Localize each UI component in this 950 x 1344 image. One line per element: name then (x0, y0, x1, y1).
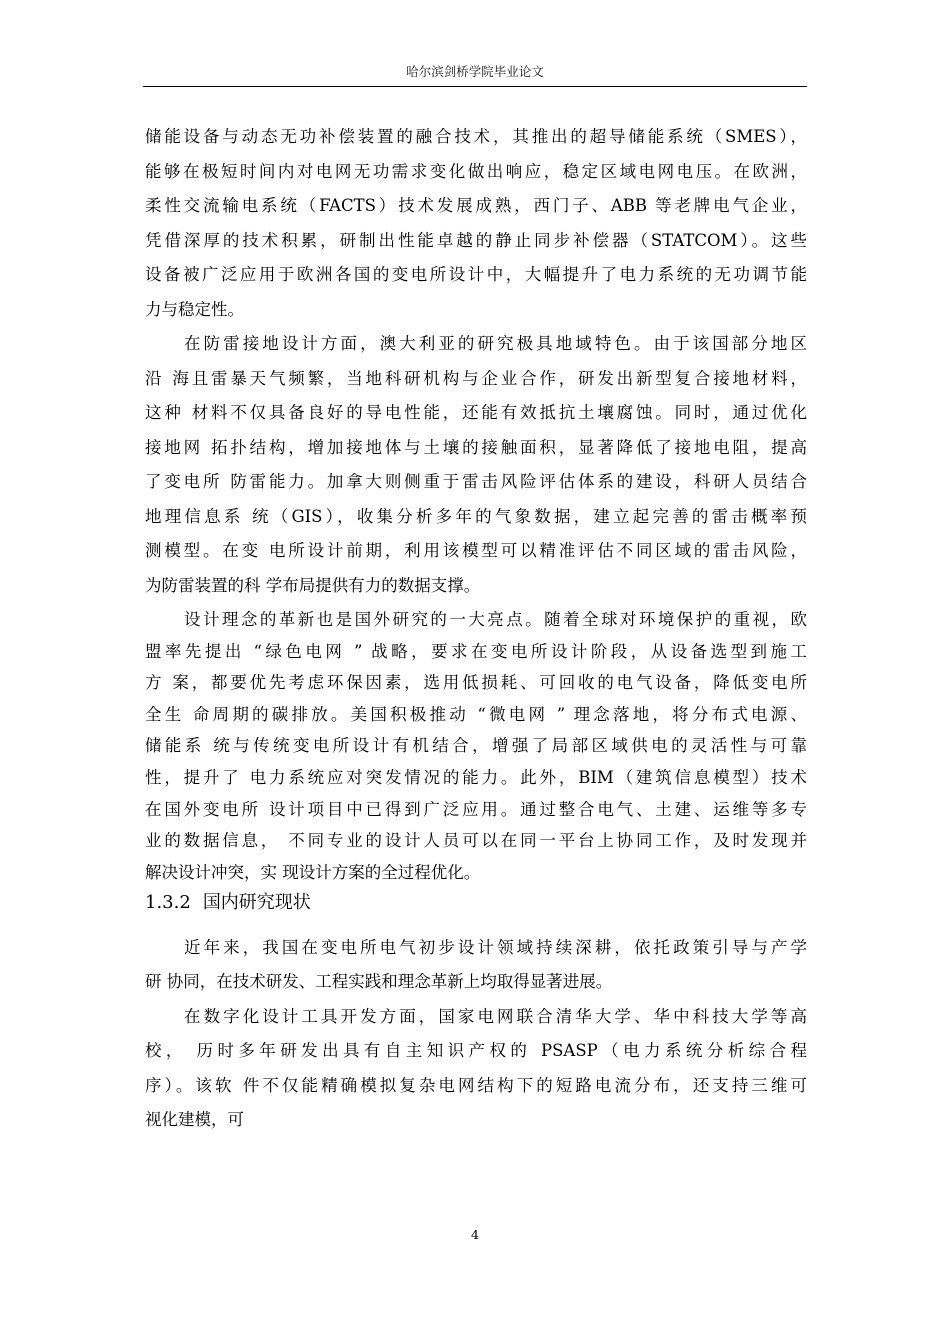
body-text-line: 性，提升了 电力系统应对突发情况的能力。此外，BIM（建筑信息模型）技术 (145, 768, 807, 787)
body-text-line: 沿 海且雷暴天气频繁，当地科研机构与企业合作，研发出新型复合接地材料， (145, 369, 807, 388)
body-text-line: 接地网 拓扑结构，增加接地体与土壤的接触面积，显著降低了接地电阻，提高 (145, 438, 807, 457)
body-text-line: 测模型。在变 电所设计前期，利用该模型可以精准评估不同区域的雷击风险， (145, 541, 807, 560)
body-text-line: 视化建模，可 (145, 1110, 244, 1129)
body-text-line: 了变电所 防雷能力。加拿大则侧重于雷击风险评估体系的建设，科研人员结合 (145, 472, 807, 491)
body-text-line: 解决设计冲突，实 现设计方案的全过程优化。 (145, 863, 481, 882)
body-text-line: 在防雷接地设计方面，澳大利亚的研究极具地域特色。由于该国部分地区 (184, 334, 807, 353)
body-text-line: 设备被广泛应用于欧洲各国的变电所设计中，大幅提升了电力系统的无功调节能 (145, 265, 807, 284)
body-text-line: 设计理念的革新也是国外研究的一大亮点。随着全球对环境保护的重视，欧 (184, 610, 807, 629)
body-text-line: 凭借深厚的技术积累，研制出性能卓越的静止同步补偿器（STATCOM）。这些 (145, 231, 807, 250)
body-text-line: 能够在极短时间内对电网无功需求变化做出响应，稳定区域电网电压。在欧洲， (145, 162, 807, 181)
body-text-line: 为防雷装置的科 学布局提供有力的数据支撑。 (145, 576, 481, 595)
body-text-line: 近年来，我国在变电所电气初步设计领域持续深耕，依托政策引导与产学 (184, 938, 807, 957)
body-text-line: 校， 历时多年研发出具有自主知识产权的 PSASP（电力系统分析综合程 (145, 1041, 807, 1060)
page-number: 4 (471, 1227, 479, 1242)
body-text-line: 全生 命周期的碳排放。美国积极推动 “微电网 ” 理念落地，将分布式电源、 (145, 705, 807, 724)
body-text-line: 在数字化设计工具开发方面，国家电网联合清华大学、华中科技大学等高 (184, 1007, 807, 1026)
body-text-line: 方 案，都要优先考虑环保因素，选用低损耗、可回收的电气设备，降低变电所 (145, 673, 807, 692)
body-text-line: 业的数据信息， 不同专业的设计人员可以在同一平台上协同工作，及时发现并 (145, 831, 807, 850)
body-text-line: 在国外变电所 设计项目中已得到广泛应用。通过整合电气、土建、运维等多专 (145, 800, 807, 819)
section-heading (145, 889, 311, 917)
section-number: 1.3.2 (145, 892, 191, 913)
body-text-line: 力与稳定性。 (145, 300, 244, 319)
body-text-line: 柔性交流输电系统（FACTS）技术发展成熟，西门子、ABB 等老牌电气企业， (145, 196, 807, 215)
header-divider (143, 86, 807, 87)
section-title: 国内研究现状 (202, 892, 311, 913)
body-text-line: 序）。该软 件不仅能精确模拟复杂电网结构下的短路电流分布，还支持三维可 (145, 1076, 807, 1095)
body-text-line: 储能系 统与传统变电所设计有机结合，增强了局部区域供电的灵活性与可靠 (145, 736, 807, 755)
body-text-line: 储能设备与动态无功补偿装置的融合技术，其推出的超导储能系统（SMES）， (145, 127, 807, 146)
body-text-line: 研 协同，在技术研发、工程实践和理念革新上均取得显著进展。 (145, 972, 613, 991)
body-text-line: 盟率先提出 “绿色电网 ” 战略，要求在变电所设计阶段，从设备选型到施工 (145, 642, 807, 661)
body-text-line: 地理信息系 统（GIS），收集分析多年的气象数据，建立起完善的雷击概率预 (145, 507, 807, 526)
body-text-line: 这种 材料不仅具备良好的导电性能，还能有效抵抗土壤腐蚀。同时，通过优化 (145, 403, 807, 422)
running-header: 哈尔滨剑桥学院毕业论文 (406, 64, 544, 79)
